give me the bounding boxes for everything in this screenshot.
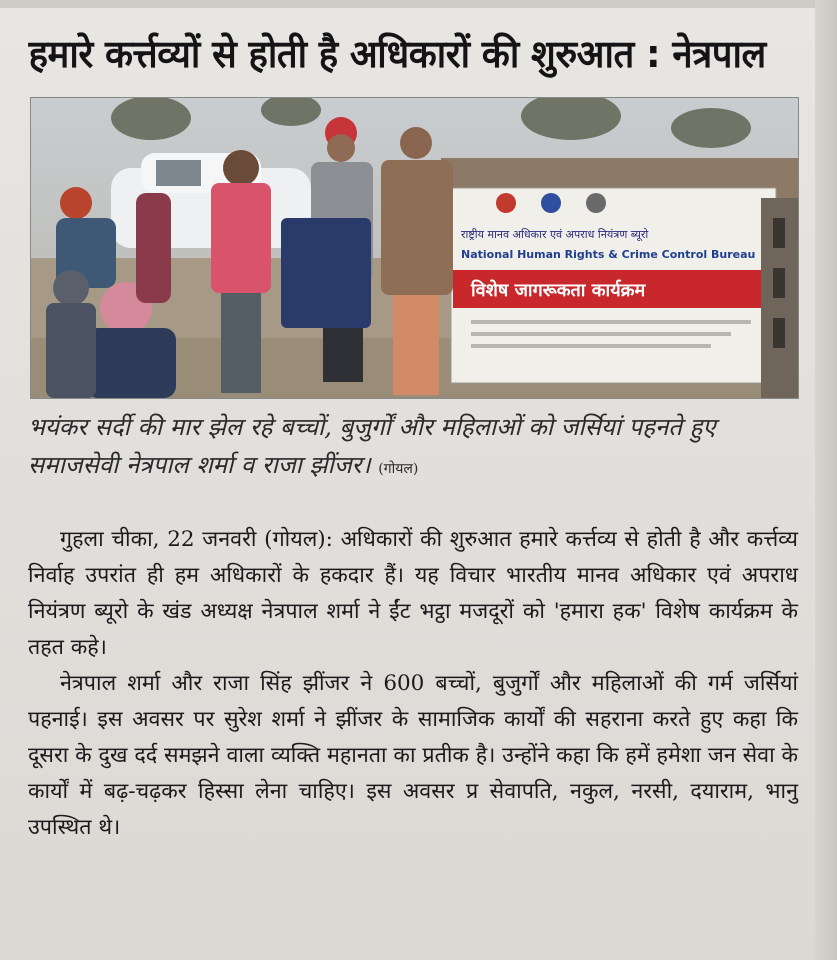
caption-credit: (गोयल): [378, 461, 419, 477]
top-strip: [0, 0, 837, 8]
caption-text: भयंकर सर्दी की मार झेल रहे बच्चों, बुजुर्गों और महिलाओं को जर्सियां पहनते हुए समाजसेवी नेत्रपाल शर्मा व राजा झींजर।: [28, 413, 716, 479]
banner-line-2: National Human Rights & Crime Control Bureau: [461, 248, 756, 261]
bureau-banner: [451, 188, 776, 383]
article-paragraph-1: गुहला चीका, 22 जनवरी (गोयल): अधिकारों की शुरुआत हमारे कर्त्तव्य से होती है और कर्त्तव्य निर्वाह उपरांत ही हम अधिकारों के हकदार हैं। यह विचार भारतीय मानव अधिकार एवं अपराध नियंत्रण ब्यूरो के खंड अध्यक्ष नेत्रपाल शर्मा ने ईंट भट्ठा मजदूरों को 'हमारा हक' विशेष कार्यक्रम के तहत कहे।: [28, 527, 798, 660]
news-photo: [30, 97, 799, 399]
headline: हमारे कर्त्तव्यों से होती है अधिकारों की शुरुआत : नेत्रपाल: [28, 32, 766, 76]
banner-line-1: राष्ट्रीय मानव अधिकार एवं अपराध नियंत्रण ब्यूरो: [461, 228, 649, 241]
photo-illustration: [31, 98, 798, 398]
banner-line-3: विशेष जागरूकता कार्यक्रम: [471, 280, 646, 301]
article-paragraph-2: नेत्रपाल शर्मा और राजा सिंह झींजर ने 600 बच्चों, बुजुर्गों और महिलाओं की गर्म जर्सियां पहनाई। इस अवसर पर सुरेश शर्मा ने झींजर के सामाजिक कार्यों की सहराना करते हुए कहा कि दूसरा के दुख दर्द समझने वाला व्यक्ति महानता का प्रतीक है। उन्होंने कहा कि हमें हमेशा जन सेवा के कार्यों में बढ़-चढ़कर हिस्सा लेना चाहिए। इस अवसर प्र सेवापति, नकुल, नरसी, दयाराम, भानु उपस्थित थे।: [28, 671, 798, 840]
article-body: [28, 522, 798, 846]
page-edge: [815, 0, 837, 960]
photo-caption: [28, 408, 798, 488]
